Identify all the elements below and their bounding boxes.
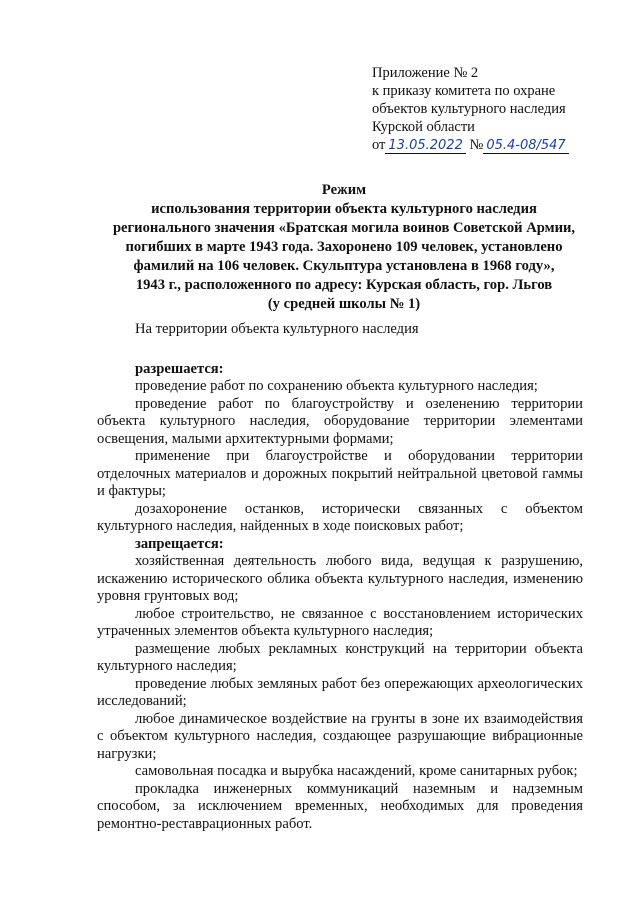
title-line-1: Режим [321, 182, 367, 198]
forbidden-item: любое строительство, не связанное с восстановлением исторических утраченных элементов объекта культурного наследия; [97, 605, 583, 639]
forbidden-item: проведение любых земляных работ без опережающих археологических исследований; [97, 675, 583, 709]
allowed-item: проведение работ по благоустройству и озеленению территории объекта культурного наследия, оборудование территории элементами освещения, малыми архитектурными формами; [97, 395, 583, 447]
order-number: 05.4-08/547 [483, 138, 568, 154]
document-body [97, 321, 583, 833]
appendix-line-3: объектов культурного наследия [372, 101, 566, 117]
appendix-line-4: Курской области [372, 119, 475, 135]
appendix-line-2: к приказу комитета по охране [372, 83, 556, 99]
title-line-7: (у средней школы № 1) [267, 296, 421, 312]
forbidden-item: самовольная посадка и вырубка насаждений, кроме санитарных рубок; [135, 763, 578, 779]
order-date: 13.05.2022 [385, 138, 465, 154]
appendix-line-1: Приложение № 2 [372, 65, 479, 81]
document-title [96, 181, 592, 314]
allowed-item: применение при благоустройстве и оборудовании территории отделочных материалов и дорожных покрытий нейтральной цветовой гаммы и фактуры; [97, 448, 583, 499]
title-line-3: регионального значения «Братская могила воинов Советской Армии, [112, 220, 576, 236]
date-prefix: от [372, 137, 386, 153]
appendix-stamp [372, 64, 622, 154]
forbidden-item: прокладка инженерных коммуникаций наземным и надземным способом, за исключением временных, необходимых для проведения ремонтно-реставрационных работ. [97, 780, 583, 832]
forbidden-item: хозяйственная деятельность любого вида, ведущая к разрушению, искажению исторического облика объекта культурного наследия, изменению уровня грунтовых вод; [97, 553, 583, 604]
allowed-heading: разрешается: [135, 360, 224, 377]
intro-paragraph: На территории объекта культурного наследия [135, 321, 419, 337]
forbidden-heading: запрещается: [135, 535, 224, 552]
number-prefix: № [469, 137, 484, 153]
title-line-2: использования территории объекта культурного наследия [151, 201, 537, 217]
title-line-5: фамилий на 106 человек. Скульптура установлена в 1968 году», [133, 258, 555, 274]
forbidden-item: любое динамическое воздействие на грунты в зоне их взаимодействия с объектом культурного наследия, создающее разрушающие вибрационные нагрузки; [97, 710, 583, 762]
title-line-4: погибших в марте 1943 года. Захоронено 109 человек, установлено [125, 239, 563, 255]
allowed-item: дозахоронение останков, исторически связанных с объектом культурного наследия, найденных в ходе поисковых работ; [97, 500, 583, 534]
forbidden-item: размещение любых рекламных конструкций на территории объекта культурного наследия; [97, 640, 583, 674]
allowed-item: проведение работ по сохранению объекта культурного наследия; [135, 378, 538, 394]
title-line-6: 1943 г., расположенного по адресу: Курская область, гор. Льгов [135, 277, 553, 293]
appendix-date-line [372, 136, 622, 154]
